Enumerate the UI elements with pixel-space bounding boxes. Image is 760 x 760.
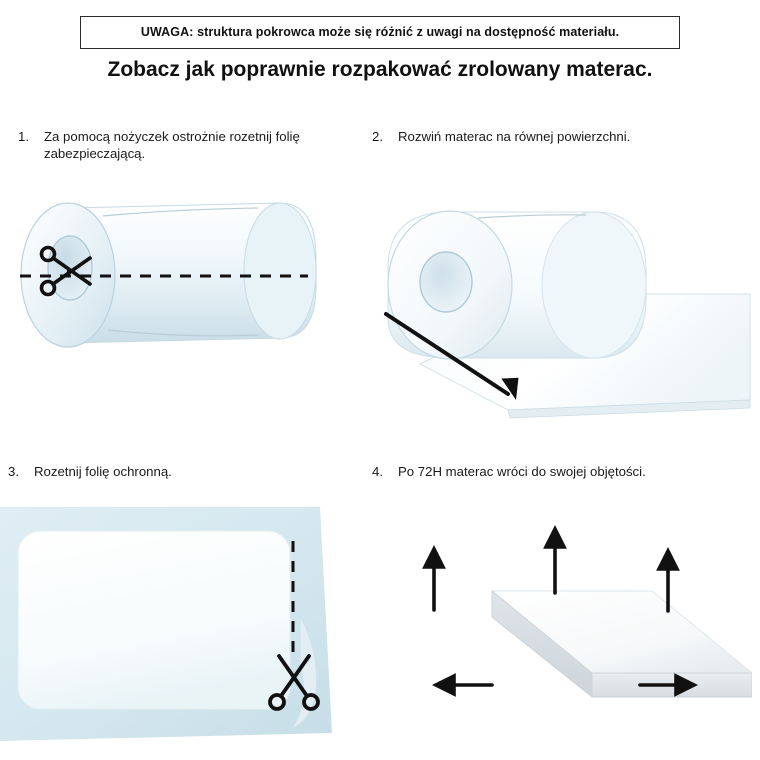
step-2-number: 2. [372, 129, 383, 144]
notice-banner: UWAGA: struktura pokrowca może się różnić z uwagi na dostępność materiału. [80, 16, 680, 49]
figure-step-2 [358, 168, 754, 436]
figure-step-4 [352, 505, 752, 750]
page-title: Zobacz jak poprawnie rozpakować zrolowany materac. [107, 58, 653, 81]
step-4-number: 4. [372, 464, 383, 479]
step-3-label: Rozetnij folię ochronną. [34, 464, 172, 479]
expand-arrow-up-center [546, 529, 564, 593]
expanded-mattress-illustration [492, 591, 752, 697]
step-2-text [372, 128, 702, 145]
step-2-label: Rozwiń materac na równej powierzchni. [398, 129, 631, 144]
step-4-label: Po 72H materac wróci do swojej objętości. [398, 464, 646, 479]
step-1-label: Za pomocą nożyczek ostrożnie rozetnij folię zabezpieczającą. [44, 129, 300, 162]
step-3-text [8, 463, 328, 480]
step-4-text [372, 463, 712, 480]
expand-arrow-up-left [425, 549, 443, 610]
figure-step-1 [8, 178, 348, 393]
step-3-number: 3. [8, 464, 19, 479]
figure-step-3 [0, 505, 345, 750]
step-1-text [18, 128, 318, 163]
step-1-number: 1. [18, 129, 29, 144]
unrolling-mattress-illustration [388, 211, 750, 418]
expand-arrow-left [436, 676, 492, 694]
